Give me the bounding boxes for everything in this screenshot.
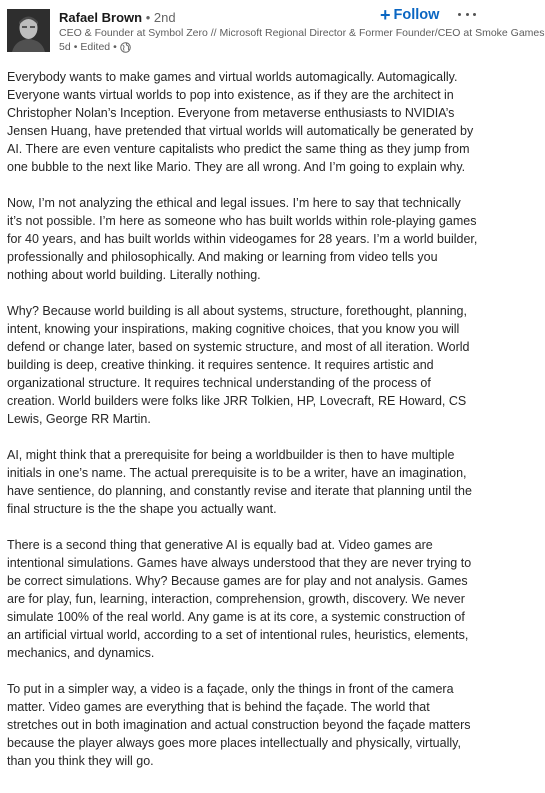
follow-button[interactable] [380, 7, 439, 23]
author-headline: CEO & Founder at Symbol Zero // Microsoft Regional Director & Former Founder/CEO at Smoke Games [59, 27, 545, 39]
meta-separator: • [113, 41, 117, 53]
plus-icon: + [380, 5, 391, 25]
post-paragraph: AI, might think that a prerequisite for being a worldbuilder is then to have multiple initials in one’s name. The actual prerequisite is to be a writer, have an imagination, have sentience, do planning, and constantly revise and iterate that planning until the final structure is the the shape you actually want. [7, 448, 472, 516]
post-body [7, 68, 479, 788]
connection-degree: 2nd [153, 10, 176, 25]
post-meta [59, 41, 131, 54]
post-paragraph: Everybody wants to make games and virtual worlds automagically. Automagically. Everyone wants virtual worlds to pop into existence, as if they are the architect in Christopher Nolan’s Inception. Everyone from metaverse enthusiasts to NVIDIA’s Jensen Huang, have pretended that virtual worlds will automatically be generated by AI. There are even venture capitalists who predict the same thing as they jump from one bubble to the next like Mario. They are all wrong. And I’m going to explain why. [7, 70, 474, 174]
post-paragraph: To put in a simpler way, a video is a façade, only the things in front of the camera matter. Video games are everything that is behind the façade. The world that stretches out in both imagination and actual construction beyond the façade matters because the player always goes more places intellectually and physically, virtually, than you think they will go. [7, 682, 471, 768]
meta-separator: • [73, 41, 78, 53]
author-name-row [59, 10, 176, 26]
post-paragraph: Now, I’m not analyzing the ethical and legal issues. I’m here to say that technically it’s not possible. I’m here as someone who has built worlds within role-playing games for 40 years, and has built worlds within videogames for 28 years. I’m a world builder, professionally and philosophically. And making or learning from video tells you nothing about world building. Literally nothing. [7, 196, 478, 282]
post-time: 5d [59, 41, 71, 53]
post-paragraph: There is a second thing that generative AI is equally bad at. Video games are intentional simulations. Games have always understood that they are never trying to be correct simulations. Why? Because games are for play and not analysis. Games are for play, fun, learning, interaction, comprehension, growth, discovery. We never simulate 100% of the real world. Any game is at its core, a systemic construction of an artificial virtual world, according to a set of intentional rules, heuristics, elements, mechanics, and dynamics. [7, 538, 472, 660]
author-name[interactable]: Rafael Brown [59, 10, 143, 25]
avatar[interactable] [7, 9, 50, 52]
avatar-photo [7, 9, 50, 52]
ellipsis-icon[interactable] [458, 6, 476, 22]
edited-label: Edited [80, 41, 111, 53]
post-paragraph: Why? Because world building is all about systems, structure, forethought, planning, intent, knowing your inspirations, making cognitive choices, that you know you will defend or change later, based on systemic structure, and most of all iteration. World building is deep, creative thinking. it requires sentence. It requires artistic and organizational structure. It requires technical understanding of the process of creation. World builders were folks like JRR Tolkien, HP, Lovecraft, RE Howard, CS Lewis, George RR Martin. [7, 304, 470, 426]
post-header [0, 0, 545, 64]
globe-icon [120, 42, 131, 53]
connection-separator: • [145, 10, 154, 25]
follow-label: Follow [393, 7, 440, 23]
